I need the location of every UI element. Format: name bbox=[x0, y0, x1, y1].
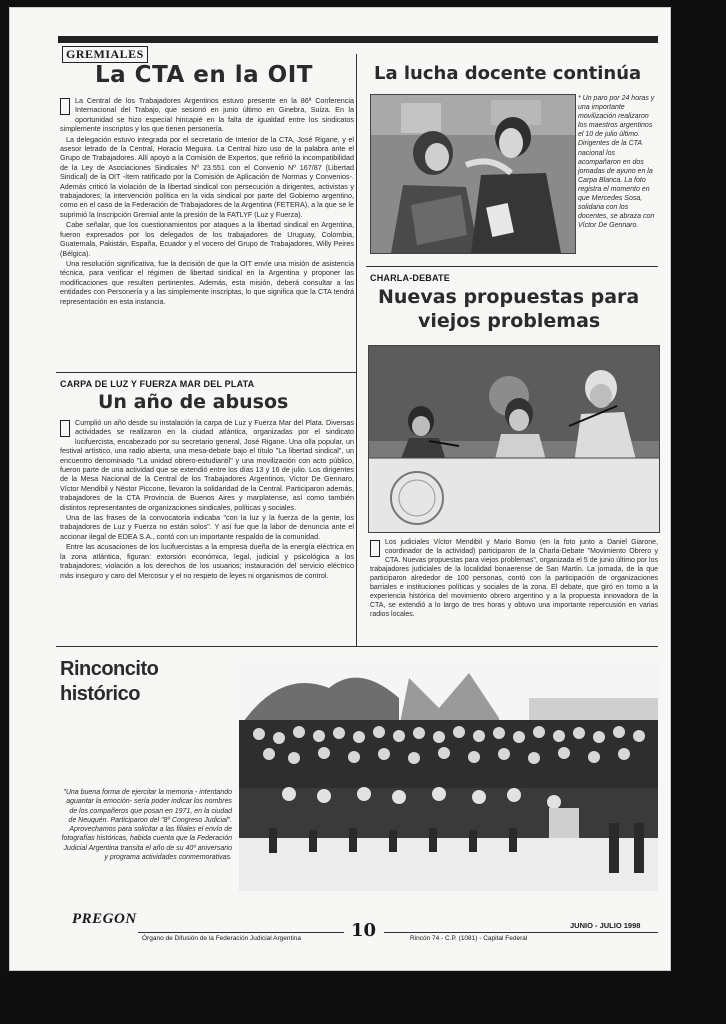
article1-title: La CTA en la OIT bbox=[95, 62, 313, 88]
scan-bottom-margin bbox=[0, 975, 726, 1024]
footer-organ: Órgano de Difusión de la Federación Judicial Argentina bbox=[142, 935, 301, 942]
footer-rule bbox=[138, 932, 344, 933]
teachers-photo-caption: * Un paro por 24 horas y una importante movilización realizaron los maestros argentinos el 10 de julio último. Dirigentes de la CTA nacional los acompañaron en dos jornadas de ayuno en la Carpa Blanca. La foto registra el momento en que Mercedes Sosa, solidaria con los docentes, se abraza con Víctor De Gennaro. bbox=[578, 95, 655, 230]
historic-photo-caption: "Una buena forma de ejercitar la memoria - intentando aguantar la emoción- sería poder indicar los nombres de los compañeros que posan en 1971, en la ciudad de Neuquén. Participaron del "8º Congreso Judicial". Aprovechamos para solicitar a las filiales el envío de fotografías históricas, habida cuenta que la Federación Judicial Argentina transita el año de su 40º aniversario y programa actividades conmemorativas. bbox=[61, 789, 232, 862]
teachers-photo bbox=[370, 94, 576, 254]
article4-title-line2: viejos problemas bbox=[418, 310, 601, 332]
newspaper-page bbox=[10, 8, 670, 970]
page-number: 10 bbox=[351, 920, 377, 941]
column-divider bbox=[356, 54, 357, 646]
paragraph: La Central de los Trabajadores Argentinos estuvo presente en la 86ª Conferencia Internacional del Trabajo, que sesionó en junio último en Ginebra, Suiza. En la oportunidad se hizo especial hincapié en la falta de igualdad entre los sindicatos simplemente inscriptos y los que tienen personería. bbox=[60, 96, 354, 134]
historic-group-photo bbox=[239, 658, 658, 891]
article2-title: Un año de abusos bbox=[98, 391, 289, 413]
scan-right-margin bbox=[670, 0, 726, 1024]
divider bbox=[366, 266, 658, 267]
section-tag: GREMIALES bbox=[62, 46, 148, 63]
paragraph: Cabe señalar, que los cuestionamientos por ataques a la libertad sindical en Argentina, fueron expresados por los delegados de los trabajadores de Uruguay, Colombia, Guatemala, Pakistán, España, Ecuador y el vocero del Grupo de Trabajadores, Willy Peires (Bélgica). bbox=[60, 220, 354, 258]
dropcap-mark bbox=[60, 420, 70, 437]
article4-body bbox=[370, 538, 658, 620]
dropcap-mark bbox=[60, 98, 70, 115]
article2-body bbox=[60, 418, 354, 581]
article1-body bbox=[60, 96, 354, 307]
paragraph: Una resolución significativa, fue la decisión de que la OIT envíe una misión de asistencia técnica, para verificar el régimen de libertad sindical en la Argentina y proponer las modificaciones que resulten pertinentes. Además, esta misión, deberá consultar a las entidades con Personería y a las simplemente inscriptas, lo que significa que la CTA tendrá representación en esta instancia. bbox=[60, 258, 354, 306]
paragraph: Una de las frases de la convocatoria indicaba "con la luz y la fuerza de la gente, los trabajadores de Luz y Fuerza no están solos". Y así fue que la labor de denuncia ante el accionar ilegal de EDEA S.A., contó con un importante respaldo de la comunidad. bbox=[60, 513, 354, 541]
footer-rule bbox=[384, 932, 658, 933]
article4-kicker: CHARLA-DEBATE bbox=[370, 273, 450, 283]
article2-kicker: CARPA DE LUZ Y FUERZA MAR DEL PLATA bbox=[60, 379, 255, 389]
footer-address: Rincón 74 - C.P. (1081) - Capital Federal bbox=[410, 935, 528, 942]
rinconcito-title-line2: histórico bbox=[60, 683, 140, 705]
rinconcito-title-line1: Rinconcito bbox=[60, 658, 159, 680]
dropcap-mark bbox=[370, 540, 380, 557]
article3-title: La lucha docente continúa bbox=[374, 63, 642, 84]
divider bbox=[56, 646, 658, 647]
paragraph: Los judiciales Víctor Mendibil y Mario Bomio (en la foto junto a Daniel Giarone, coordinador de la actividad) participaron de la Charla-Debate "Movimiento Obrero y CTA. Nuevas propuestas para viejos problemas", organizada el 5 de junio último por los trabajadores judiciales de la localidad bonaerense de San Martín. La jornada, de la que participaron alrededor de 100 personas, contó con la participación de organizaciones barriales e instituciones políticas y sociales de la zona. El debate, que giró en torno a la experiencia histórica del movimiento obrero argentino y a la propuesta innovadora de la CTA, se extendió a lo largo de tres horas y obtuvo una importante repercusión en varias radios locales. bbox=[370, 539, 658, 618]
paragraph: Cumplió un año desde su instalación la carpa de Luz y Fuerza Mar del Plata. Diversas actividades se realizaron en la ciudad atlántica, organizadas por el sindicato lucifuercista, encabezado por su secretario general, José Rigane. Una olla popular, un festival artístico, una radio abierta, una mesa-debate bajo el título "La libertad sindical", un encuentro denominado "La unidad obrero-estudiantil" y una movilización con acto público, fueron parte de una actividad que se extendió entre los días 13 y 16 de julio. Los dirigentes de la Mesa Nacional de la Central de los Trabajadores Argentinos, Víctor De Gennaro, Víctor Mendibil y Néstor Piccone, llevaron la solidaridad de la Central. Participaron además, trabajadores de la CTA Provincia de Buenos Aires y marplatense, así como también distintos representantes de organizaciones sindicales, políticas y sociales. bbox=[60, 418, 354, 512]
top-rule bbox=[58, 36, 658, 43]
debate-photo bbox=[368, 345, 660, 533]
paragraph: La delegación estuvo integrada por el secretario de Interior de la CTA, José Rigane, y el asesor letrado de la Central, Horacio Meguira. La Central hizo uso de la palabra ante el Grupo de Trabajadores. Allí apoyó a la Comisión de Expertos, que refirió la incompatibilidad de la Ley de Asociaciones Sindicales Nº 23.551 con el Convenio Nº 167/87 (Libertad Sindical) de la OIT -ítem ratificado por la Comisión de Aplicación de Normas y Convenios-. Además criticó la violación de la libertad sindical con persecución a dirigentes, activistas y trabajadores; la intervención política en la vida sindical por parte del Gobierno argentino, como en el caso de la Federación de Trabajadores de la Argentina (FETERA), a la que se le suprimió la Inscripción Gremial ante la presión de la FATLYF (Luz y Fuerza). bbox=[60, 134, 354, 219]
pregon-logo: PREGON bbox=[72, 911, 137, 927]
divider bbox=[56, 372, 356, 373]
issue-date: JUNIO - JULIO 1998 bbox=[570, 921, 641, 930]
paragraph: Entre las acusaciones de los lucifuercistas a la empresa dueña de la energía eléctrica en la zona atlántica, figuran: extorsión económica, legal, judicial y psicológica a los trabajadores; violación a los derechos de los usuarios; instauración del servicio eléctrico más inseguro y caro del Mercosur y el no respeto de leyes ni organismos de control. bbox=[60, 542, 354, 580]
article4-title-line1: Nuevas propuestas para bbox=[378, 286, 640, 308]
